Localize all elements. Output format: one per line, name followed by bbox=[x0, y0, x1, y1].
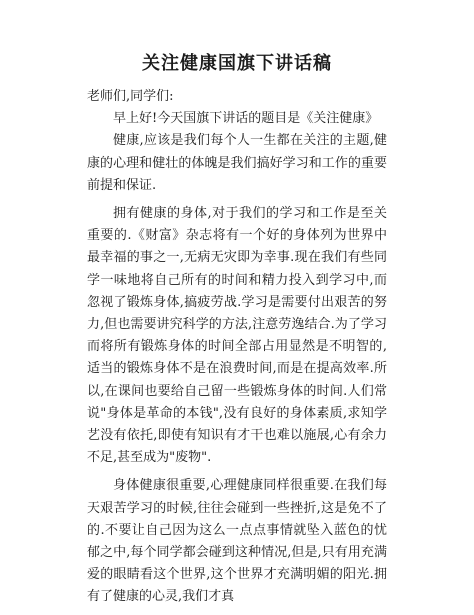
paragraph: 早上好!今天国旗下讲话的题目是《关注健康》 bbox=[113, 111, 379, 127]
paragraph: 拥有健康的身体,对于我们的学习和工作是至关重要的.《财富》杂志将有一个好的身体列为世界中最幸福的事之一,无病无灾即为幸事.现在我们有些同学一味地将自己所有的时间和精力投入到学习中,而忽视了锻炼身体,搞疲劳战.学习是需要付出艰苦的努力,但也需要讲究科学的方法,注意劳逸结合.为了学习而将所有锻炼身体的时间全部占用显然是不明智的,适当的锻炼身体不是在浪费时间,而是在提高效率.所以,在课间也要给自己留一些锻炼身体的时间.人们常说"身体是革命的本钱",没有良好的身体素质,求知学艺没有依托,即使有知识有才干也难以施展,心有余力不足,甚至成为"废物". bbox=[87, 206, 387, 466]
paragraph: 身体健康很重要,心理健康同样很重要.在我们每天艰苦学习的时候,往往会碰到一些挫折,这是免不了的.不要让自己因为这么一点点事情就坠入蓝色的忧郁之中,每个同学都会碰到这种情况,但是,只有用充满爱的眼睛看这个世界,这个世界才充满明媚的阳光.拥有了健康的心灵,我们才真 bbox=[87, 478, 387, 605]
greeting: 老师们,同学们: bbox=[87, 89, 174, 104]
document-body bbox=[87, 86, 387, 609]
document-title: 关注健康国旗下讲话稿 bbox=[142, 53, 332, 74]
paragraph: 健康,应该是我们每个人一生都在关注的主题,健康的心理和健壮的体魄是我们搞好学习和工作的重要前提和保证. bbox=[87, 133, 387, 193]
